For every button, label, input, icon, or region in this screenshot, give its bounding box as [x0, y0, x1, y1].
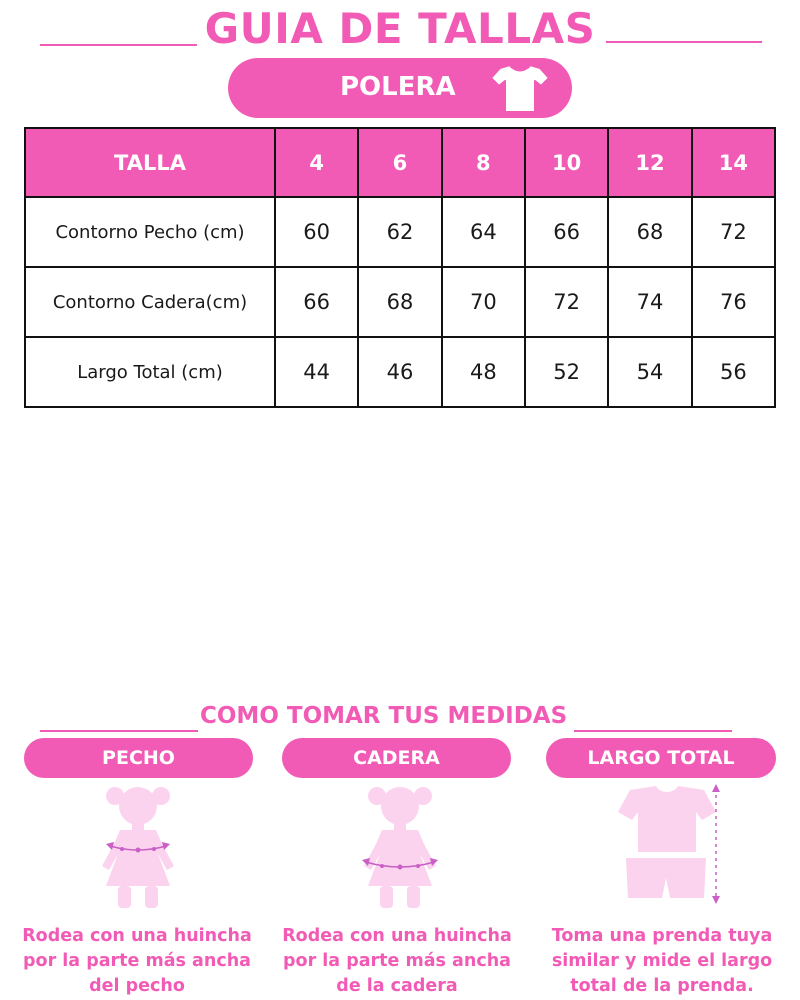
- desc-line: similar y mide el largo: [551, 951, 773, 971]
- table-cell: 74: [608, 267, 691, 337]
- table-row: [25, 337, 775, 407]
- desc-line: total de la prenda.: [570, 976, 754, 996]
- table-cell: 66: [275, 267, 358, 337]
- row-label: Largo Total (cm): [25, 337, 275, 407]
- size-table: [24, 127, 776, 408]
- cadera-description: [272, 924, 522, 999]
- table-cell: 76: [692, 267, 775, 337]
- largo-total-description: [537, 924, 787, 999]
- table-header-row: [25, 128, 775, 197]
- child-chest-measure-icon: [78, 782, 198, 912]
- table-row: [25, 197, 775, 267]
- table-cell: 66: [525, 197, 608, 267]
- subtitle-right-line: [574, 730, 732, 732]
- table-cell: 72: [692, 197, 775, 267]
- table-cell: 64: [442, 197, 525, 267]
- desc-line: por la parte más ancha: [23, 951, 251, 971]
- header-talla: TALLA: [25, 128, 275, 197]
- table-cell: 54: [608, 337, 691, 407]
- pecho-description: [12, 924, 262, 999]
- garment-length-icon: [606, 782, 730, 912]
- header-size: 10: [525, 128, 608, 197]
- header-size: 14: [692, 128, 775, 197]
- table-cell: 44: [275, 337, 358, 407]
- table-cell: 52: [525, 337, 608, 407]
- table-cell: 46: [358, 337, 441, 407]
- table-cell: 68: [608, 197, 691, 267]
- garment-label: POLERA: [340, 72, 456, 102]
- table-cell: 68: [358, 267, 441, 337]
- header-size: 12: [608, 128, 691, 197]
- desc-line: del pecho: [89, 976, 185, 996]
- desc-line: Rodea con una huincha: [282, 926, 512, 946]
- header-size: 4: [275, 128, 358, 197]
- row-label: Contorno Cadera(cm): [25, 267, 275, 337]
- table-cell: 56: [692, 337, 775, 407]
- header-size: 6: [358, 128, 441, 197]
- largo-total-pill: LARGO TOTAL: [546, 738, 776, 778]
- page-title: GUIA DE TALLAS: [204, 4, 596, 53]
- t-shirt-icon: [488, 60, 552, 116]
- cadera-pill: CADERA: [282, 738, 511, 778]
- child-hip-measure-icon: [340, 782, 460, 912]
- pecho-pill: PECHO: [24, 738, 253, 778]
- subtitle-left-line: [40, 730, 198, 732]
- table-cell: 48: [442, 337, 525, 407]
- table-cell: 70: [442, 267, 525, 337]
- desc-line: de la cadera: [336, 976, 458, 996]
- section-title: COMO TOMAR TUS MEDIDAS: [200, 703, 568, 729]
- desc-line: por la parte más ancha: [283, 951, 511, 971]
- desc-line: Toma una prenda tuya: [551, 926, 773, 946]
- title-right-line: [606, 41, 762, 43]
- table-cell: 60: [275, 197, 358, 267]
- table-row: [25, 267, 775, 337]
- desc-line: Rodea con una huincha: [22, 926, 252, 946]
- table-cell: 72: [525, 267, 608, 337]
- row-label: Contorno Pecho (cm): [25, 197, 275, 267]
- table-cell: 62: [358, 197, 441, 267]
- header-size: 8: [442, 128, 525, 197]
